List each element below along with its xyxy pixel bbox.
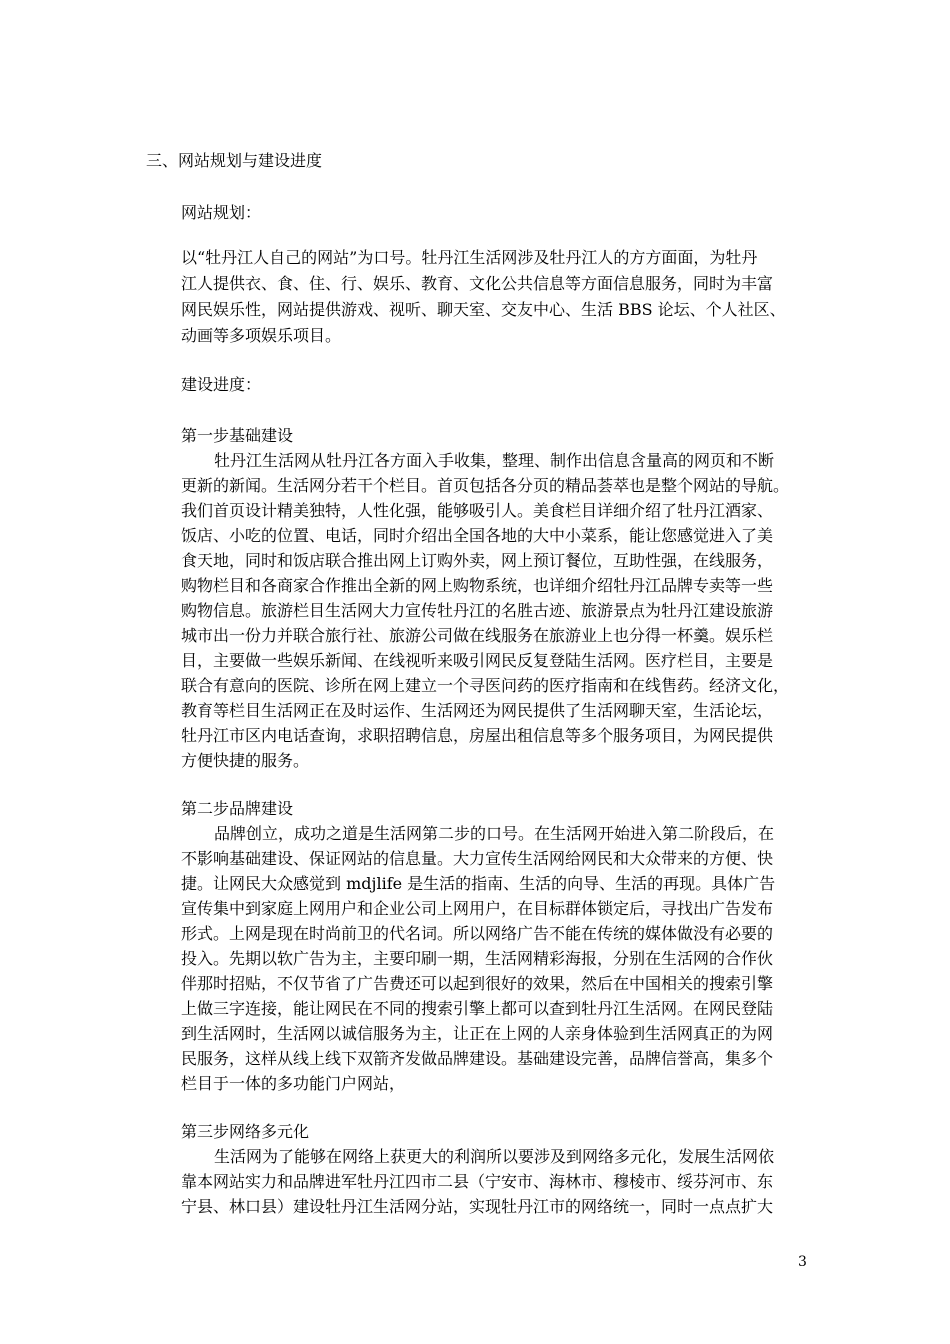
step2-line: 栏目于一体的多功能门户网站， (181, 1074, 406, 1093)
step2-line: 民服务，这样从线上线下双箭齐发做品牌建设。基础建设完善，品牌信誉高，集多个 (181, 1049, 774, 1068)
planning-line: 动画等多项娱乐项目。 (181, 326, 342, 345)
step3-line: 宁县、林口县）建设牡丹江生活网分站，实现牡丹江市的网络统一，同时一点点扩大 (181, 1197, 774, 1216)
step1-line: 方便快捷的服务。 (181, 751, 310, 770)
step2-line: 不影响基础建设、保证网站的信息量。大力宣传生活网给网民和大众带来的方便、快 (181, 849, 774, 868)
step1-line: 联合有意向的医院、诊所在网上建立一个寻医问药的医疗指南和在线售药。经济文化， (181, 676, 790, 695)
step2-line: 宣传集中到家庭上网用户和企业公司上网用户，在目标群体锁定后，寻找出广告发布 (181, 899, 774, 918)
step1-line: 城市出一份力并联合旅行社、旅游公司做在线服务在旅游业上也分得一杯羹。娱乐栏 (181, 626, 774, 645)
section-title: 三、网站规划与建设进度 (146, 151, 323, 170)
step2-line: 到生活网时，生活网以诚信服务为主，让正在上网的人亲身体验到生活网真正的为网 (181, 1024, 774, 1043)
step1-line: 更新的新闻。生活网分若干个栏目。首页包括各分页的精品荟萃也是整个网站的导航。 (181, 476, 790, 495)
step1-line: 目，主要做一些娱乐新闻、在线视听来吸引网民反复登陆生活网。医疗栏目，主要是 (181, 651, 774, 670)
step2-line: 伴那时招贴，不仅节省了广告费还可以起到很好的效果，然后在中国相关的搜索引擎 (181, 974, 774, 993)
step1-line: 牡丹江市区内电话查询，求职招聘信息，房屋出租信息等多个服务项目，为网民提供 (181, 726, 774, 745)
page-number: 3 (798, 1254, 807, 1270)
planning-heading: 网站规划： (181, 203, 262, 222)
step3-heading: 第三步网络多元化 (181, 1122, 310, 1141)
step1-line: 牡丹江生活网从牡丹江各方面入手收集，整理、制作出信息含量高的网页和不断 (214, 451, 775, 470)
step2-line: 上做三字连接，能让网民在不同的搜索引擎上都可以查到牡丹江生活网。在网民登陆 (181, 999, 774, 1018)
step1-line: 食天地，同时和饭店联合推出网上订购外卖，网上预订餐位，互助性强，在线服务， (181, 551, 774, 570)
progress-heading: 建设进度： (181, 375, 262, 394)
step1-line: 购物栏目和各商家合作推出全新的网上购物系统，也详细介绍牡丹江品牌专卖等一些 (181, 576, 774, 595)
planning-line: 网民娱乐性，网站提供游戏、视听、聊天室、交友中心、生活 BBS 论坛、个人社区、 (181, 300, 786, 319)
step2-line: 投入。先期以软广告为主，主要印刷一期，生活网精彩海报，分别在生活网的合作伙 (181, 949, 774, 968)
step1-line: 购物信息。旅游栏目生活网大力宣传牡丹江的名胜古迹、旅游景点为牡丹江建设旅游 (181, 601, 774, 620)
step1-line: 饭店、小吃的位置、电话，同时介绍出全国各地的大中小菜系，能让您感觉进入了美 (181, 526, 774, 545)
step2-line: 捷。让网民大众感觉到 mdjlife 是生活的指南、生活的向导、生活的再现。具体广告 (181, 874, 776, 893)
step2-line: 形式。上网是现在时尚前卫的代名词。所以网络广告不能在传统的媒体做没有必要的 (181, 924, 774, 943)
step3-line: 生活网为了能够在网络上获更大的利润所以要涉及到网络多元化，发展生活网依 (214, 1147, 775, 1166)
step1-line: 教育等栏目生活网正在及时运作、生活网还为网民提供了生活网聊天室，生活论坛， (181, 701, 774, 720)
step2-line: 品牌创立，成功之道是生活网第二步的口号。在生活网开始进入第二阶段后，在 (214, 824, 775, 843)
planning-line: 以“牡丹江人自己的网站”为口号。牡丹江生活网涉及牡丹江人的方方面面，为牡丹 (181, 248, 758, 267)
planning-line: 江人提供衣、食、住、行、娱乐、教育、文化公共信息等方面信息服务，同时为丰富 (181, 274, 774, 293)
step1-heading: 第一步基础建设 (181, 426, 294, 445)
step2-heading: 第二步品牌建设 (181, 799, 294, 818)
step1-line: 我们首页设计精美独特，人性化强，能够吸引人。美食栏目详细介绍了牡丹江酒家、 (181, 501, 774, 520)
step3-line: 靠本网站实力和品牌进军牡丹江四市二县（宁安市、海林市、穆棱市、绥芬河市、东 (181, 1172, 774, 1191)
